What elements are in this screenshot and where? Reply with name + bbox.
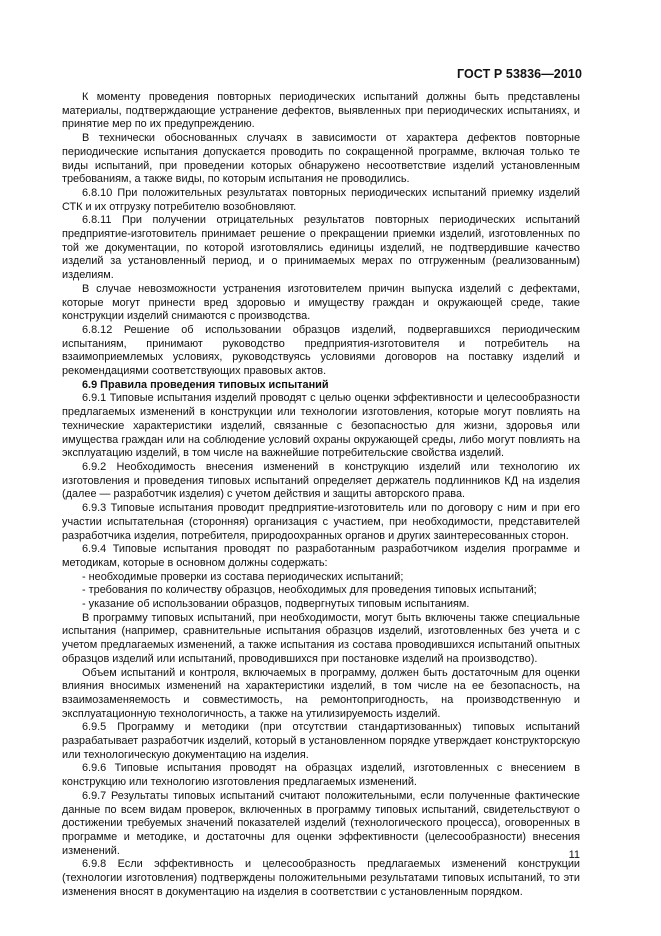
paragraph-reduced-program: В технически обоснованных случаях в зависимости от характера дефектов повторные периодические испытания допускается проводить по сокращенной программе, включая только те виды испытаний, при проведении которых обнаружено несоответствие изделий установленным требованиям, а также виды, по которым испытания не проводились. (62, 132, 580, 186)
list-item: - требования по количеству образцов, необходимых для проведения типовых испытаний; (82, 584, 537, 597)
clause-6-9-3: 6.9.3 Типовые испытания проводит предприятие-изготовитель или по договору с ним и при его участии испытательная (сторонняя) организация с участием, при необходимости, представителей разработчика изделия, потребителя, природоохранных органов и других заинтересованных сторон. (62, 502, 580, 542)
clause-6-9-8: 6.9.8 Если эффективность и целесообразность предлагаемых изменений конструкции (технологии изготовления) подтверждены положительными результатами типовых испытаний, то эти изменения вносят в документацию на изделия в соответствии с установленным порядком. (62, 858, 580, 898)
document-body (62, 91, 580, 899)
clause-6-9-7: 6.9.7 Результаты типовых испытаний считают положительными, если полученные фактические данные по всем видам проверок, включенных в программу типовых испытаний, свидетельствуют о достижении требуемых значений показателей изделий (технологического процесса), оговоренных в программе и методике, и достаточны для оценки эффективности (целесообразности) внесения изменений. (62, 789, 580, 857)
page-number: 11 (568, 849, 580, 861)
list-item: - необходимые проверки из состава периодических испытаний; (82, 570, 404, 583)
clause-6-9-5: 6.9.5 Программу и методики (при отсутствии стандартизованных) типовых испытаний разрабатывает разработчик изделий, который в установленном порядке утверждает конструкторскую или технологическую документацию на изделия. (62, 721, 580, 761)
clause-6-8-11: 6.8.11 При получении отрицательных результатов повторных периодических испытаний предприятие-изготовитель принимает решение о прекращении приемки изделий, изготовленных по той же документации, по которой изготовлялись единицы изделий, не подтвердившие качество изделий за установленный период, и о принимаемых мерах по отгруженным (реализованным) изделиям. (62, 214, 580, 282)
clause-6-9-6: 6.9.6 Типовые испытания проводят на образцах изделий, изготовленных с внесением в конструкцию или технологию изготовления предлагаемых изменений. (62, 762, 580, 789)
clause-6-9-1: 6.9.1 Типовые испытания изделий проводят с целью оценки эффективности и целесообразности предлагаемых изменений в конструкции или технологии изготовления, которые могут повлиять на технические характеристики изделий, связанные с безопасностью для жизни, здоровья или имущества граждан или на соблюдение условий охраны окружающей среды, либо могут повлиять на эксплуатацию изделий, в том числе на важнейшие потребительские свойства изделий. (62, 392, 580, 460)
list-item: - указание об использовании образцов, подвергнутых типовым испытаниям. (82, 598, 470, 611)
clause-6-9-2: 6.9.2 Необходимость внесения изменений в конструкцию изделий или технологию их изготовления и проведения типовых испытаний определяет держатель подлинников КД на изделия (далее — разработчик изделия) с учетом действия и защиты авторского права. (62, 460, 580, 501)
section-heading-6-9: 6.9 Правила проведения типовых испытаний (82, 378, 329, 391)
clause-6-9-4: 6.9.4 Типовые испытания проводят по разработанным разработчиком изделия программе и методикам, которые в основном должны содержать: (62, 543, 580, 569)
clause-6-8-12: 6.8.12 Решение об использовании образцов изделий, подвергавшихся периодическим испытаниям, принимают руководство предприятия-изготовителя и потребитель на взаимоприемлемых условиях, руководствуясь условиями договоров на поставку изделий и рекомендациями соответствующих правовых актов. (62, 323, 580, 378)
clause-6-8-10: 6.8.10 При положительных результатах повторных периодических испытаний приемку изделий СТК и их отгрузку потребителю возобновляют. (62, 186, 580, 213)
paragraph-scope-of-tests: Объем испытаний и контроля, включаемых в программу, должен быть достаточным для оценки влияния вносимых изменений на характеристики изделий, в том числе на ее безопасность, на взаимозаменяемость и совместимость, на ремонтопригодность, на производственную и эксплуатационную технологичность, а также на утилизируемость изделий. (62, 666, 580, 720)
paragraph-repeat-tests-materials: К моменту проведения повторных периодических испытаний должны быть представлены материалы, подтверждающие устранение дефектов, выявленных при периодических испытаниях, и принятие мер по их предупреждению. (62, 91, 580, 131)
paragraph-special-tests: В программу типовых испытаний, при необходимости, могут быть включены также специальные испытания (например, сравнительные испытания образцов изделий, изготовленных без учета и с учетом предлагаемых изменений, а также испытания из состава проводившихся испытаний опытных образцов изделий или испытаний, проводившихся при постановке изделий на производство). (62, 611, 580, 665)
document-standard-id: ГОСТ Р 53836—2010 (456, 67, 582, 81)
paragraph-withdrawal-from-production: В случае невозможности устранения изготовителем причин выпуска изделий с дефектами, которые могут принести вред здоровью и имуществу граждан и окружающей среде, такие конструкции изделий снимаются с производства. (62, 282, 580, 323)
